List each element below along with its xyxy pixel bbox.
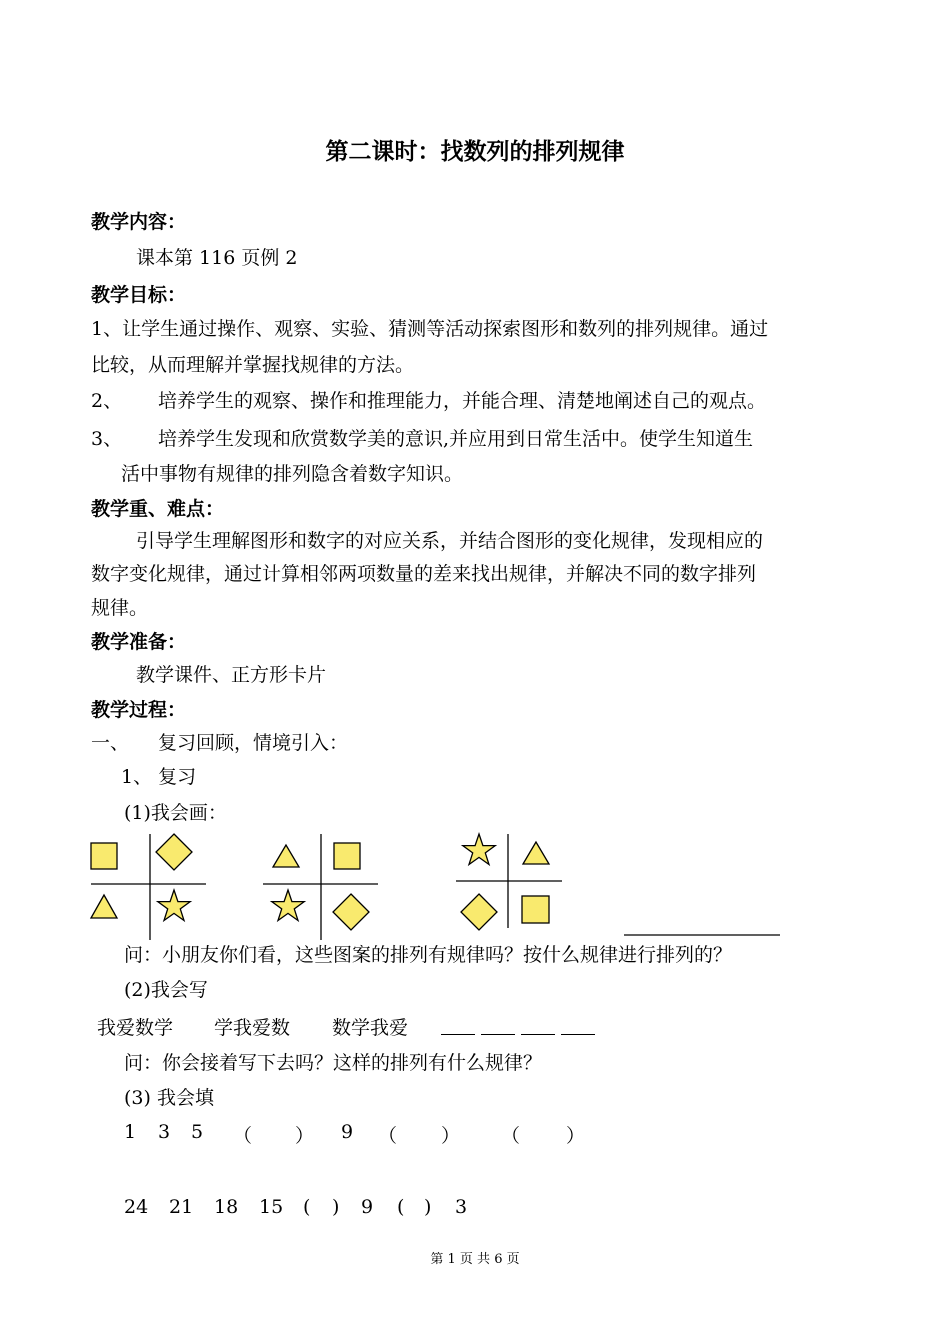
answer-blank xyxy=(521,1012,555,1035)
seq-1-item: 9 xyxy=(341,1121,354,1143)
prep-heading: 教学准备： xyxy=(91,631,187,653)
draw-question: 问：小朋友你们看，这些图案的排列有规律吗？按什么规律进行排列的？ xyxy=(124,944,733,966)
page-footer: 第 1 页 共 6 页 xyxy=(430,1252,520,1267)
answer-blank xyxy=(441,1012,475,1035)
shapes xyxy=(91,834,549,930)
star-icon xyxy=(272,890,304,921)
goal-2-number: 2、 xyxy=(91,390,123,412)
grid-lines xyxy=(91,834,780,940)
step-1-number: 一、 xyxy=(91,732,130,754)
goal-3-number: 3、 xyxy=(91,428,123,450)
write-label: (2)我会写 xyxy=(124,979,208,1001)
square-icon xyxy=(334,843,360,869)
seq-2-item: ( xyxy=(397,1196,405,1218)
process-heading: 教学过程： xyxy=(91,699,187,721)
seq-2-item: 9 xyxy=(361,1196,374,1218)
star-icon xyxy=(158,890,190,921)
draw-label: (1)我会画： xyxy=(124,802,227,824)
write-question: 问：你会接着写下去吗？这样的排列有什么规律？ xyxy=(124,1052,543,1074)
keypoints-line-2: 数字变化规律，通过计算相邻两项数量的差来找出规律，并解决不同的数字排列 xyxy=(91,563,757,585)
diamond-icon xyxy=(333,894,369,930)
seq-2-item: 24 xyxy=(124,1196,149,1218)
seq-1-item: ） xyxy=(441,1125,461,1147)
triangle-icon xyxy=(523,842,549,864)
seq-1-item: 3 xyxy=(158,1121,171,1143)
seq-1-item: （ xyxy=(233,1125,253,1147)
keypoints-heading: 教学重、难点： xyxy=(91,498,225,520)
goal-3-line-1: 培养学生发现和欣赏数学美的意识,并应用到日常生活中。使学生知道生 xyxy=(158,428,754,450)
triangle-icon xyxy=(91,895,117,918)
write-word-1: 我爱数学 xyxy=(97,1017,174,1039)
seq-2-item: ( xyxy=(303,1196,311,1218)
diamond-icon xyxy=(156,834,192,870)
seq-1-item: ） xyxy=(566,1125,586,1147)
square-icon xyxy=(522,896,549,923)
content-text: 课本第 116 页例 2 xyxy=(136,247,298,269)
seq-2-item: ) xyxy=(332,1196,340,1218)
review-label: 1、 复习 xyxy=(121,766,197,788)
write-word-3: 数学我爱 xyxy=(332,1017,409,1039)
fill-label: (3) 我会填 xyxy=(124,1087,214,1109)
seq-2-item: 15 xyxy=(259,1196,284,1218)
seq-1-item: （ xyxy=(501,1125,521,1147)
answer-blank xyxy=(481,1012,515,1035)
write-word-2: 学我爱数 xyxy=(214,1017,291,1039)
seq-2-item: 18 xyxy=(214,1196,239,1218)
seq-1-item: （ xyxy=(378,1125,398,1147)
seq-1-item: ） xyxy=(295,1125,315,1147)
seq-2-item: ) xyxy=(424,1196,432,1218)
seq-2-item: 21 xyxy=(169,1196,194,1218)
goal-1-line-1: 1、让学生通过操作、观察、实验、猜测等活动探索图形和数列的排列规律。通过 xyxy=(91,318,769,340)
answer-blank xyxy=(561,1012,595,1035)
keypoints-line-1: 引导学生理解图形和数字的对应关系，并结合图形的变化规律，发现相应的 xyxy=(136,530,764,552)
goal-3-line-2: 活中事物有规律的排列隐含着数字知识。 xyxy=(121,463,464,485)
seq-1-item: 1 xyxy=(124,1121,137,1143)
goals-heading: 教学目标： xyxy=(91,284,187,306)
goal-2-text: 培养学生的观察、操作和推理能力，并能合理、清楚地阐述自己的观点。 xyxy=(158,390,767,412)
page-title: 第二课时：找数列的排列规律 xyxy=(325,139,625,165)
star-icon xyxy=(463,834,495,865)
keypoints-line-3: 规律。 xyxy=(91,597,149,619)
step-1-text: 复习回顾，情境引入： xyxy=(158,732,349,754)
square-icon xyxy=(91,843,117,869)
seq-2-item: 3 xyxy=(455,1196,468,1218)
content-heading: 教学内容： xyxy=(91,211,187,233)
seq-1-item: 5 xyxy=(191,1121,204,1143)
triangle-icon xyxy=(273,845,299,867)
goal-1-line-2: 比较，从而理解并掌握找规律的方法。 xyxy=(91,354,415,376)
prep-text: 教学课件、正方形卡片 xyxy=(136,664,327,686)
diamond-icon xyxy=(461,894,497,930)
